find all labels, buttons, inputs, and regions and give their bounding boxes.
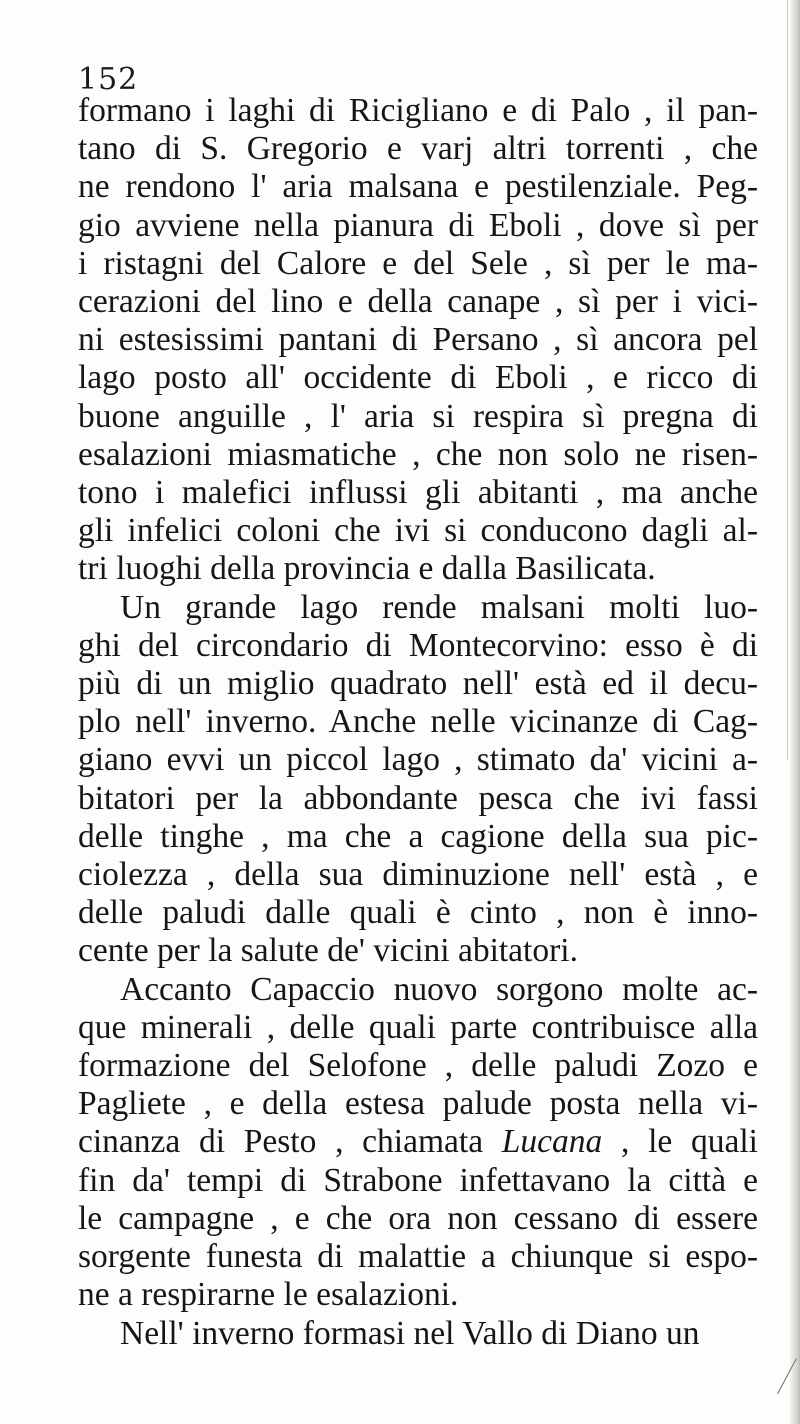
text-line: plo nell' inverno. Anche nelle vicinanze di Cag- — [78, 703, 758, 741]
text-line: i ristagni del Calore e del Sele , sì per le ma- — [78, 244, 758, 282]
text-line: Nell' inverno formasi nel Vallo di Diano un — [120, 1314, 700, 1352]
text-line: formazione del Selofone , delle paludi Zozo e — [78, 1047, 758, 1085]
text-line: gio avviene nella pianura di Eboli , dove sì per — [78, 206, 758, 244]
text-line: sorgente funesta di malattie a chiunque si espo- — [78, 1238, 758, 1276]
text-line — [78, 1123, 758, 1161]
text-line: ghi del circondario di Montecorvino: esso è di — [78, 626, 758, 664]
text-line: buone anguille , l' aria si respira sì pregna di — [78, 397, 758, 435]
text-line: bitatori per la abbondante pesca che ivi fassi — [78, 779, 758, 817]
text-line: Accanto Capaccio nuovo sorgono molte ac- — [120, 970, 758, 1008]
text-line: gli infelici coloni che ivi si conducono dagli al- — [78, 512, 758, 550]
text-line: tono i malefici influssi gli abitanti , ma anche — [78, 474, 758, 512]
text-line: ciolezza , della sua diminuzione nell' està , e — [78, 856, 758, 894]
text-line: cente per la salute de' vicini abitatori. — [78, 932, 578, 970]
text-line: delle paludi dalle quali è cinto , non è inno- — [78, 894, 758, 932]
text-line: lago posto all' occidente di Eboli , e ricco di — [78, 359, 758, 397]
text-line: Un grande lago rende malsani molti luo- — [120, 588, 758, 626]
text-line: formano i laghi di Ricigliano e di Palo , il pan- — [78, 92, 758, 129]
text-line: ni estesissimi pantani di Persano , sì ancora pel — [78, 321, 758, 359]
text-line: cerazioni del lino e della canape , sì per i vici- — [78, 283, 758, 321]
italic-term: Lucana — [501, 1123, 603, 1161]
text-segment: cinanza di Pesto , chiamata — [78, 1123, 484, 1161]
text-line: que minerali , delle quali parte contribuisce alla — [78, 1008, 758, 1046]
text-line: giano evvi un piccol lago , stimato da' vicini a- — [78, 741, 758, 779]
text-line: tano di S. Gregorio e varj altri torrenti , che — [78, 130, 758, 168]
page-number: 152 — [78, 62, 139, 97]
text-line: esalazioni miasmatiche , che non solo ne risen- — [78, 435, 758, 473]
text-segment: , le quali — [621, 1123, 758, 1161]
text-line: fin da' tempi di Strabone infettavano la città e — [78, 1161, 758, 1199]
text-line: ne rendono l' aria malsana e pestilenziale. Peg- — [78, 168, 758, 206]
text-line: tri luoghi della provincia e dalla Basilicata. — [78, 550, 656, 588]
text-line: Pagliete , e della estesa palude posta nella vi- — [78, 1085, 758, 1123]
page-edge-line — [787, 0, 788, 760]
page-edge-shadow — [790, 0, 800, 1424]
body-text — [78, 92, 758, 1353]
text-line: ne a respirarne le esalazioni. — [78, 1276, 459, 1314]
text-line: le campagne , e che ora non cessano di essere — [78, 1199, 758, 1237]
text-line: delle tinghe , ma che a cagione della sua pic- — [78, 817, 758, 855]
text-line: più di un miglio quadrato nell' està ed il decu- — [78, 665, 758, 703]
